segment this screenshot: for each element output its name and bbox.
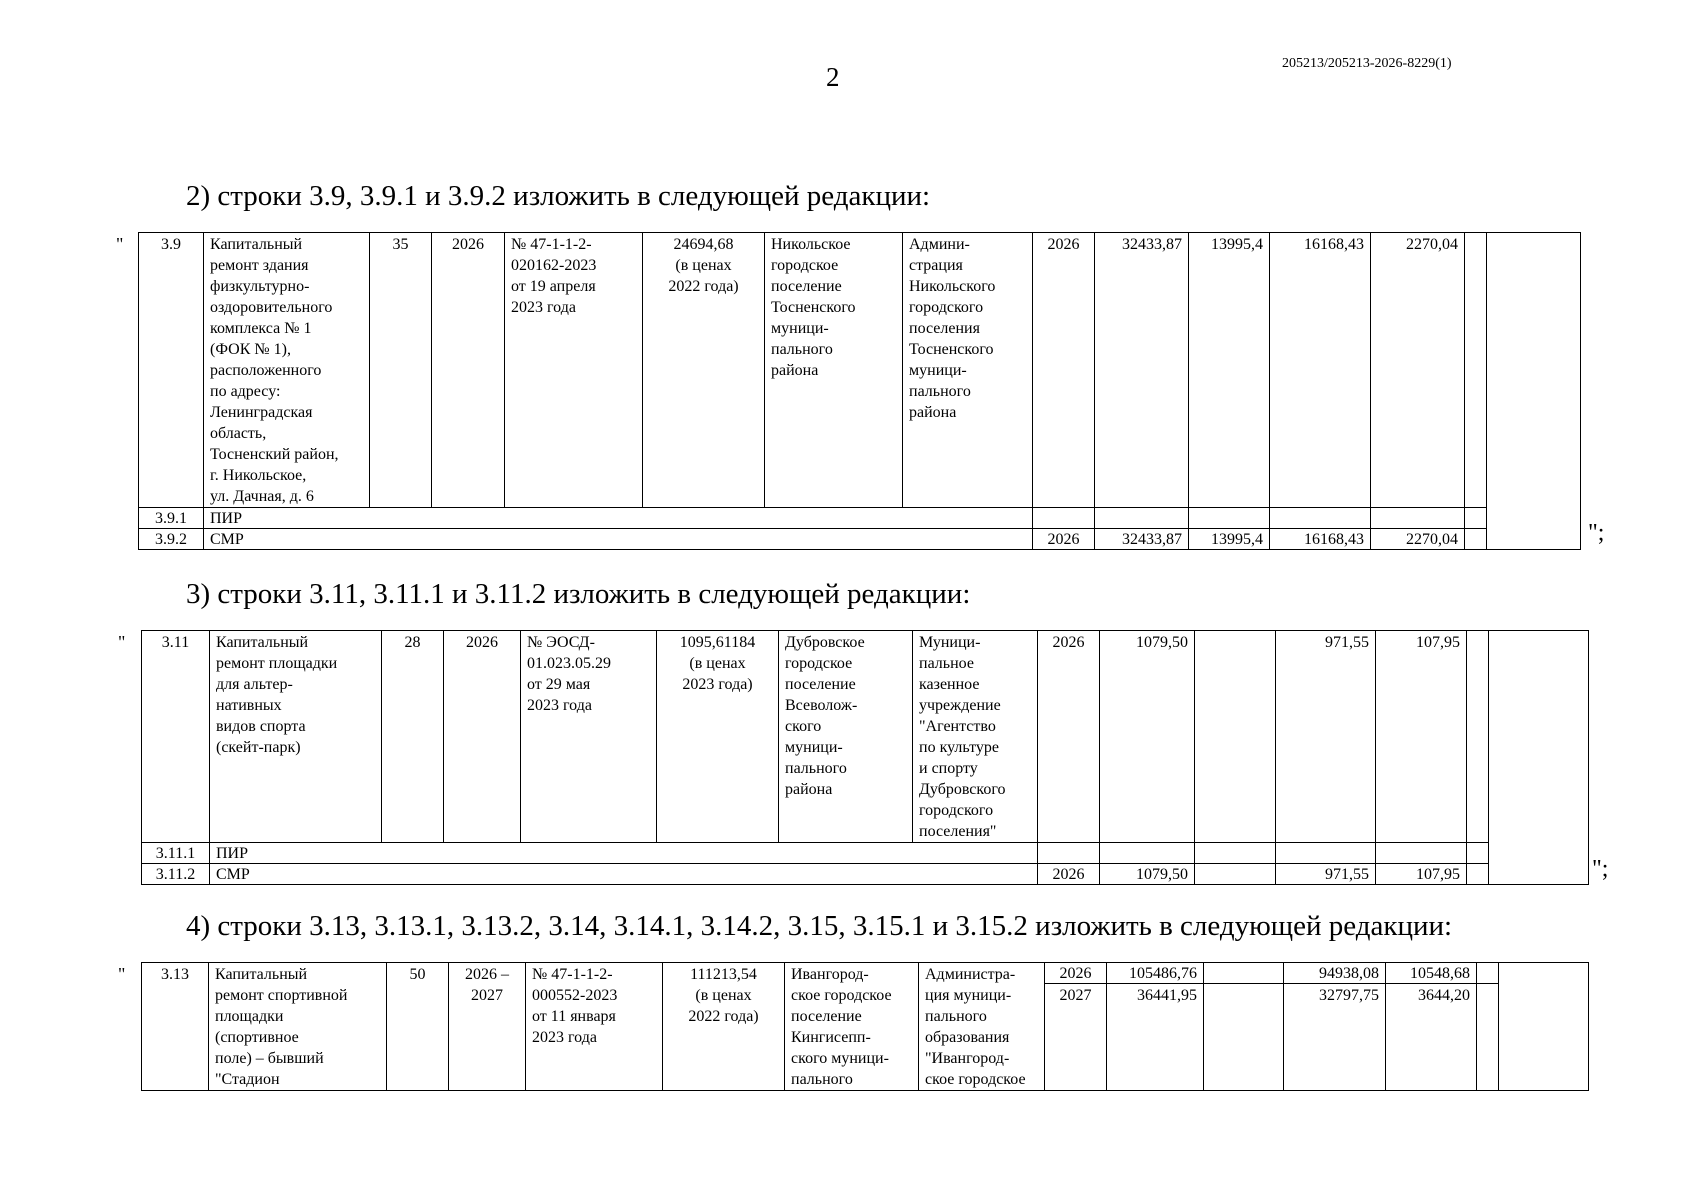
empty-cell [1270,508,1371,529]
customer: Администра- ция муници- пального образования "Ивангород- ское городское [919,963,1045,1091]
table-row [142,631,1589,843]
empty-cell [1499,963,1589,1091]
capacity: 50 [387,963,449,1091]
section-4-title: 4) строки 3.13, 3.13.1, 3.13.2, 3.14, 3.14.1, 3.14.2, 3.15, 3.15.1 и 3.15.2 изложить в следующей редакции: [186,910,1453,942]
empty-cell [1487,233,1581,550]
empty-cell [1477,984,1499,1091]
total-amount: 32433,87 [1095,233,1189,508]
total-amount: 1079,50 [1100,864,1195,885]
table-row [142,963,1589,984]
empty-cell [1095,508,1189,529]
empty-cell [1195,843,1276,864]
empty-cell [1465,508,1487,529]
section-2-title: 2) строки 3.9, 3.9.1 и 3.9.2 изложить в следующей редакции: [186,180,931,212]
section-3-open-quote: " [118,632,126,652]
capacity: 28 [382,631,444,843]
regional-amount: 971,55 [1276,864,1376,885]
empty-cell [1467,843,1489,864]
financing-year: 2026 [1038,864,1100,885]
empty-cell [1467,631,1489,843]
expertise-conclusion: № ЭОСД- 01.023.05.29 от 29 мая 2023 года [521,631,657,843]
row-number: 3.11.2 [142,864,210,885]
table-row [139,233,1581,508]
empty-cell [1489,631,1589,885]
row-number: 3.9.2 [139,529,204,550]
empty-cell [1100,843,1195,864]
total-amount: 1079,50 [1100,631,1195,843]
work-type: ПИР [204,508,1033,529]
federal-amount: 13995,4 [1189,529,1270,550]
customer: Админи- страция Никольского городского поселения Тосненского муници- пального района [903,233,1033,508]
empty-cell [1276,843,1376,864]
row-number: 3.9.1 [139,508,204,529]
empty-cell [1465,529,1487,550]
document-id: 205213/205213-2026-8229(1) [1282,56,1452,71]
row-number: 3.13 [142,963,209,1091]
federal-amount: 13995,4 [1189,233,1270,508]
local-amount: 107,95 [1376,864,1467,885]
regional-amount: 94938,08 [1284,963,1386,984]
table-row [142,843,1589,864]
financing-year: 2026 [1038,631,1100,843]
row-number: 3.11.1 [142,843,210,864]
section-2-close-quote: "; [1588,520,1605,546]
expertise-conclusion: № 47-1-1-2- 020162-2023 от 19 апреля 2023 года [505,233,643,508]
customer: Муници- пальное казенное учреждение "Агентство по культуре и спорту Дубровского городского поселения" [913,631,1038,843]
empty-cell [1371,508,1465,529]
table-row [139,508,1581,529]
regional-amount: 16168,43 [1270,233,1371,508]
empty-cell [1467,864,1489,885]
section-3-close-quote: "; [1592,856,1609,882]
expertise-conclusion: № 47-1-1-2- 000552-2023 от 11 января 2023 года [526,963,663,1091]
page-number: 2 [826,62,840,92]
local-amount: 10548,68 [1386,963,1477,984]
empty-cell [1465,233,1487,508]
local-amount: 3644,20 [1386,984,1477,1091]
table-row [142,864,1589,885]
municipality: Ивангород- ское городское поселение Кингисепп- ского муници- пального [785,963,919,1091]
object-name: Капитальный ремонт здания физкультурно- оздоровительного комплекса № 1 (ФОК № 1), расположенного по адресу: Ленинградская область, Тосненский район, г. Никольское, ул. Дачная, д. 6 [204,233,370,508]
section-4-table [141,962,1589,1091]
object-name: Капитальный ремонт спортивной площадки (спортивное поле) – бывший "Стадион [209,963,387,1091]
local-amount: 2270,04 [1371,529,1465,550]
regional-amount: 971,55 [1276,631,1376,843]
federal-amount [1195,631,1276,843]
financing-year: 2027 [1045,984,1107,1091]
federal-amount [1204,963,1284,984]
section-2-open-quote: " [116,234,124,254]
estimated-cost: 1095,61184 (в ценах 2023 года) [657,631,779,843]
section-3-title: 3) строки 3.11, 3.11.1 и 3.11.2 изложить в следующей редакции: [186,578,971,610]
section-3-table [141,630,1589,885]
row-number: 3.11 [142,631,210,843]
financing-year: 2026 [1045,963,1107,984]
work-type: СМР [204,529,1033,550]
period: 2026 [432,233,505,508]
section-4-open-quote: " [118,964,126,984]
table-row [139,529,1581,550]
period: 2026 – 2027 [449,963,526,1091]
work-type: ПИР [210,843,1038,864]
empty-cell [1376,843,1467,864]
empty-cell [1033,508,1095,529]
empty-cell [1189,508,1270,529]
section-2-table [138,232,1581,550]
financing-year: 2026 [1033,233,1095,508]
empty-cell [1038,843,1100,864]
federal-amount [1195,864,1276,885]
regional-amount: 32797,75 [1284,984,1386,1091]
total-amount: 105486,76 [1107,963,1204,984]
financing-year: 2026 [1033,529,1095,550]
work-type: СМР [210,864,1038,885]
total-amount: 36441,95 [1107,984,1204,1091]
object-name: Капитальный ремонт площадки для альтер- нативных видов спорта (скейт-парк) [210,631,382,843]
municipality: Никольское городское поселение Тосненского муници- пального района [765,233,903,508]
local-amount: 107,95 [1376,631,1467,843]
row-number: 3.9 [139,233,204,508]
estimated-cost: 24694,68 (в ценах 2022 года) [643,233,765,508]
local-amount: 2270,04 [1371,233,1465,508]
empty-cell [1477,963,1499,984]
period: 2026 [444,631,521,843]
total-amount: 32433,87 [1095,529,1189,550]
estimated-cost: 111213,54 (в ценах 2022 года) [663,963,785,1091]
regional-amount: 16168,43 [1270,529,1371,550]
municipality: Дубровское городское поселение Всеволож- ского муници- пального района [779,631,913,843]
capacity: 35 [370,233,432,508]
federal-amount [1204,984,1284,1091]
